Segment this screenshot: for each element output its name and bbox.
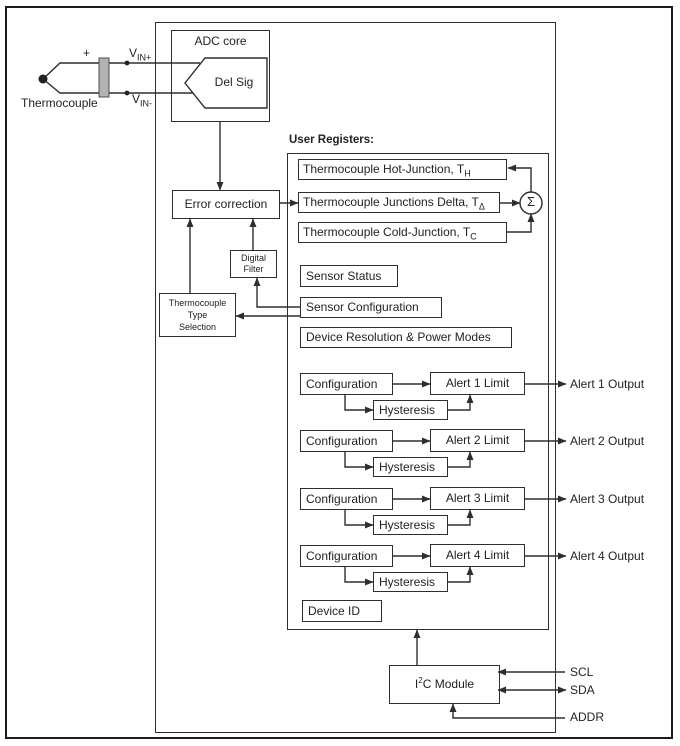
- plus-sign: +: [83, 46, 91, 60]
- user-registers-title: User Registers:: [289, 134, 375, 146]
- type-selection-line2: Type: [187, 310, 208, 320]
- arrow-hyst2-to-limit2: [448, 452, 470, 467]
- register-device-id: Device ID: [302, 600, 382, 622]
- line-addr: [453, 704, 565, 718]
- alert3-hysteresis-box: Hysteresis: [373, 515, 448, 535]
- addr-pin-label: ADDR: [570, 710, 605, 724]
- type-selection-line1: Thermocouple: [168, 298, 227, 308]
- alert2-limit-box: Alert 2 Limit: [430, 429, 525, 452]
- alert3-configuration-box: Configuration: [300, 488, 393, 510]
- alert1-configuration-box: Configuration: [300, 373, 393, 395]
- vin-plus-label: [129, 46, 152, 63]
- sda-pin-label: SDA: [570, 683, 595, 697]
- arrow-sigma-to-hot-reg: [508, 168, 531, 192]
- cold-junction-sub: C: [470, 231, 477, 242]
- error-correction-box: Error correction: [172, 190, 280, 219]
- junction-dot-vin-minus: [125, 91, 130, 96]
- register-sensor-configuration: Sensor Configuration: [300, 297, 442, 318]
- type-selection-box: [159, 293, 236, 337]
- i2c-label-post: C Module: [422, 677, 475, 691]
- arrow-config4-to-hyst4: [345, 567, 373, 582]
- hot-junction-text: Thermocouple Hot-Junction, T: [303, 162, 465, 176]
- register-hot-junction: [298, 159, 507, 180]
- vin-minus-main: V: [132, 92, 141, 106]
- digital-filter-line2: Filter: [243, 264, 264, 274]
- alert2-hysteresis-box: Hysteresis: [373, 457, 448, 477]
- vin-minus-sub: IN-: [140, 98, 153, 109]
- alert3-output-label: Alert 3 Output: [570, 492, 645, 506]
- scl-pin-label: SCL: [570, 665, 594, 679]
- junctions-delta-sub: Δ: [478, 201, 485, 212]
- register-cold-junction: [298, 222, 507, 243]
- i2c-label-sup: 2: [418, 676, 423, 685]
- arrow-config-to-filter: [257, 278, 300, 307]
- type-selection-line3: Selection: [178, 322, 217, 332]
- arrow-hyst3-to-limit3: [448, 510, 470, 525]
- arrow-config1-to-hyst1: [345, 395, 373, 410]
- vin-minus-label: [132, 92, 153, 109]
- alert2-output-label: Alert 2 Output: [570, 434, 645, 448]
- sigma-symbol: Σ: [526, 194, 536, 209]
- arrow-hyst1-to-limit1: [448, 395, 470, 410]
- thermocouple-connector: [99, 58, 109, 97]
- arrow-cold-to-sigma: [507, 214, 531, 232]
- arrow-config2-to-hyst2: [345, 452, 373, 467]
- alert2-configuration-box: Configuration: [300, 430, 393, 452]
- adc-core-title: ADC core: [194, 34, 247, 48]
- thermocouple-label: Thermocouple: [21, 96, 98, 110]
- vin-plus-main: V: [129, 46, 138, 60]
- alert1-limit-box: Alert 1 Limit: [430, 372, 525, 395]
- register-sensor-status: Sensor Status: [300, 265, 398, 287]
- thermocouple-bead: [39, 75, 48, 84]
- alert4-output-label: Alert 4 Output: [570, 549, 645, 563]
- register-device-resolution: Device Resolution & Power Modes: [300, 327, 512, 348]
- register-junctions-delta: [298, 192, 500, 213]
- alert4-limit-box: Alert 4 Limit: [430, 544, 525, 567]
- junction-dot-vin-plus: [125, 61, 130, 66]
- alert4-configuration-box: Configuration: [300, 545, 393, 567]
- alert4-hysteresis-box: Hysteresis: [373, 572, 448, 592]
- digital-filter-box: [230, 250, 277, 278]
- i2c-label-pre: I: [414, 677, 419, 691]
- cold-junction-text: Thermocouple Cold-Junction, T: [303, 225, 471, 239]
- alert1-hysteresis-box: Hysteresis: [373, 400, 448, 420]
- i2c-module-box: [389, 665, 500, 704]
- alert1-output-label: Alert 1 Output: [570, 377, 645, 391]
- arrow-hyst4-to-limit4: [448, 567, 470, 582]
- digital-filter-line1: Digital: [240, 253, 266, 263]
- alert3-limit-box: Alert 3 Limit: [430, 487, 525, 510]
- junctions-delta-text: Thermocouple Junctions Delta, T: [303, 195, 479, 209]
- arrow-config3-to-hyst3: [345, 510, 373, 525]
- vin-plus-sub: IN+: [137, 52, 152, 63]
- hot-junction-sub: H: [464, 168, 471, 179]
- delta-sigma-label: Del Sig: [214, 75, 254, 89]
